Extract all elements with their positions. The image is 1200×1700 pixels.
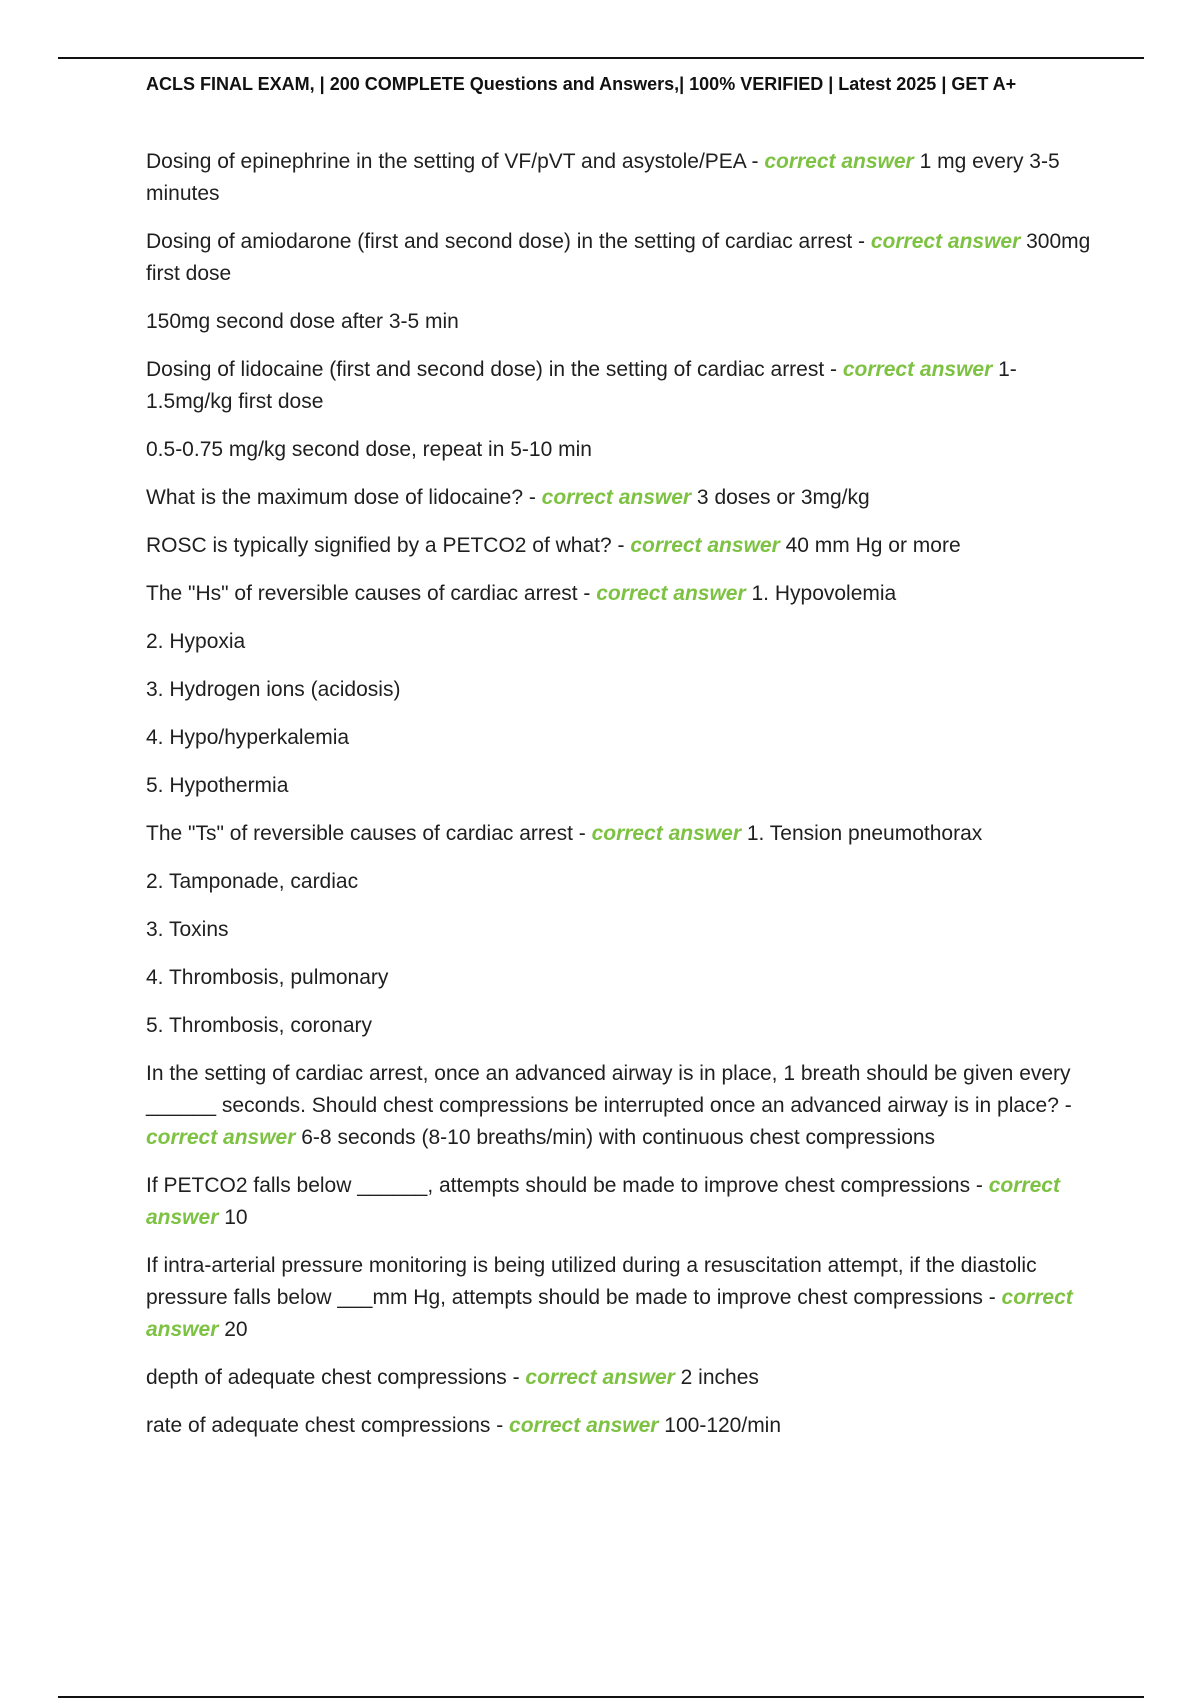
qa-item <box>146 530 1096 562</box>
question-text: rate of adequate chest compressions - <box>146 1414 510 1437</box>
answer-text: 1. Hypovolemia <box>745 582 897 605</box>
qa-item <box>146 818 1096 850</box>
correct-answer-label: correct answer <box>146 1286 1073 1341</box>
qa-item <box>146 1362 1096 1394</box>
qa-item <box>146 354 1096 418</box>
answer-text: 40 mm Hg or more <box>779 534 961 557</box>
question-text: Dosing of epinephrine in the setting of VF/pVT and asystole/PEA - <box>146 150 765 173</box>
qa-item <box>146 146 1096 210</box>
bottom-rule <box>58 1696 1144 1698</box>
qa-item: 0.5-0.75 mg/kg second dose, repeat in 5-10 min <box>146 438 592 461</box>
correct-answer-label: correct answer <box>870 230 1021 253</box>
qa-item: 4. Thrombosis, pulmonary <box>146 966 389 989</box>
qa-item: 3. Toxins <box>146 918 229 941</box>
answer-text: 300mg first dose <box>146 230 1091 285</box>
correct-answer-label: correct answer <box>509 1414 659 1437</box>
qa-item: 4. Hypo/hyperkalemia <box>146 726 350 749</box>
answer-text: 6-8 seconds (8-10 breaths/min) with continuous chest compressions <box>295 1126 936 1149</box>
answer-text: 1-1.5mg/kg first dose <box>146 358 1017 413</box>
correct-answer-label: correct answer <box>764 150 914 173</box>
correct-answer-label: correct answer <box>525 1366 675 1389</box>
qa-item <box>146 482 1096 514</box>
question-text: What is the maximum dose of lidocaine? - <box>146 486 542 509</box>
qa-item: 2. Tamponade, cardiac <box>146 870 359 893</box>
answer-text: 10 <box>218 1206 248 1229</box>
correct-answer-label: correct answer <box>146 1126 296 1149</box>
qa-item <box>146 1410 1096 1442</box>
qa-item <box>146 1170 1096 1234</box>
answer-text: 20 <box>218 1318 248 1341</box>
question-text: Dosing of lidocaine (first and second dose) in the setting of cardiac arrest - <box>146 358 843 381</box>
question-text: ROSC is typically signified by a PETCO2 of what? - <box>146 534 631 557</box>
qa-item: 150mg second dose after 3-5 min <box>146 310 459 333</box>
top-rule <box>58 57 1144 59</box>
question-text: Dosing of amiodarone (first and second dose) in the setting of cardiac arrest - <box>146 230 871 253</box>
correct-answer-label: correct answer <box>541 486 692 509</box>
qa-item: 5. Thrombosis, coronary <box>146 1014 373 1037</box>
correct-answer-label: correct answer <box>596 582 746 605</box>
qa-item <box>146 1058 1096 1154</box>
correct-answer-label: correct answer <box>842 358 993 381</box>
qa-item: 5. Hypothermia <box>146 774 289 797</box>
question-text: If PETCO2 falls below ______, attempts should be made to improve chest compressions - <box>146 1174 989 1197</box>
answer-text: 2 inches <box>674 1366 759 1389</box>
qa-item: 2. Hypoxia <box>146 630 246 653</box>
question-text: The "Hs" of reversible causes of cardiac arrest - <box>146 582 597 605</box>
correct-answer-label: correct answer <box>630 534 780 557</box>
qa-item: 3. Hydrogen ions (acidosis) <box>146 678 401 701</box>
qa-list <box>146 146 1096 1458</box>
correct-answer-label: correct answer <box>591 822 741 845</box>
question-text: depth of adequate chest compressions - <box>146 1366 526 1389</box>
answer-text: 1. Tension pneumothorax <box>741 822 983 845</box>
document-header: ACLS FINAL EXAM, | 200 COMPLETE Questions and Answers,| 100% VERIFIED | Latest 2025 | GET A+ <box>146 74 1017 94</box>
question-text: In the setting of cardiac arrest, once an advanced airway is in place, 1 breath should be given every ______ seconds. Should chest compressions be interrupted once an advanced airway is in place? - <box>146 1062 1072 1117</box>
question-text: The "Ts" of reversible causes of cardiac arrest - <box>146 822 592 845</box>
answer-text: 100-120/min <box>658 1414 782 1437</box>
answer-text: 3 doses or 3mg/kg <box>691 486 870 509</box>
qa-item <box>146 1250 1096 1346</box>
qa-item <box>146 578 1096 610</box>
answer-text: 1 mg every 3-5 minutes <box>146 150 1060 205</box>
question-text: If intra-arterial pressure monitoring is being utilized during a resuscitation attempt, if the diastolic pressure falls below ___mm Hg, attempts should be made to improve chest compressions - <box>146 1254 1037 1309</box>
qa-item <box>146 226 1096 290</box>
correct-answer-label: correct answer <box>146 1174 1060 1229</box>
